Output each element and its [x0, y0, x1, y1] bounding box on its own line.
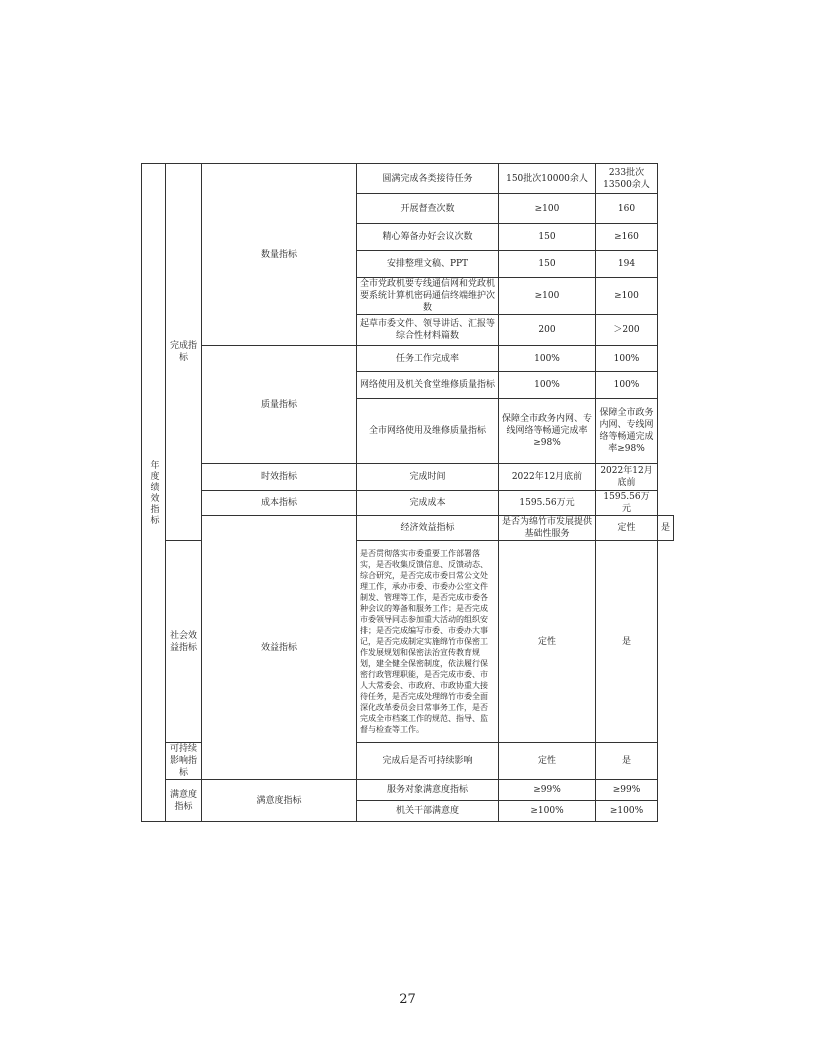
indicator-cell: 是否贯彻落实市委重要工作部署落实，是否收集反馈信息、反馈动态、综合研究，是否完成市委日常公文处理工作，承办市委、市委办公室文件制发、管理等工作，是否完成市委各种会议的筹备和服务工作；是否完成市委领导同志参加重大活动的组织安排；是否完成编写市委、市委办大事记，是否完成制定实施绵竹市保密工作发展规划和保密法治宣传教育规划，建全健全保密制度，依法履行保密行政管理职能，是否完成市委、市人大常委会、市政府、市政协重大接待任务，是否完成处理绵竹市委全面深化改革委员会日常事务工作，是否完成全市档案工作的规范、指导、监督与检查等工作。: [357, 541, 499, 743]
indicator-cell: 任务工作完成率: [357, 346, 499, 372]
quantity-label: 数量指标: [202, 164, 357, 346]
actual-cell: ≥100%: [596, 801, 658, 822]
target-cell: 150: [499, 224, 596, 251]
actual-cell: ≥160: [596, 224, 658, 251]
indicator-cell: 完成后是否可持续影响: [357, 743, 499, 780]
indicator-cell: 全市党政机要专线通信网和党政机要系统计算机密码通信终端维护次数: [357, 278, 499, 315]
indicator-cell: 全市网络使用及维修质量指标: [357, 399, 499, 464]
indicator-cell: 开展督查次数: [357, 194, 499, 224]
target-cell: ≥100%: [499, 801, 596, 822]
target-cell: 100%: [499, 372, 596, 399]
actual-cell: 233批次13500余人: [596, 164, 658, 194]
actual-cell: 保障全市政务内网、专线网络等畅通完成率≥98%: [596, 399, 658, 464]
target-cell: 保障全市政务内网、专线网络等畅通完成率≥98%: [499, 399, 596, 464]
level2-benefit-cell: 效益指标: [202, 516, 357, 780]
indicator-cell: 安排整理文稿、PPT: [357, 251, 499, 278]
target-cell: 2022年12月底前: [499, 464, 596, 491]
actual-cell: ≥100: [596, 278, 658, 315]
indicator-cell: 网络使用及机关食堂维修质量指标: [357, 372, 499, 399]
level2-completion-cell: 完成指标: [166, 164, 202, 541]
target-cell: ≥100: [499, 194, 596, 224]
actual-cell: 是: [596, 743, 658, 780]
actual-cell: 2022年12月底前: [596, 464, 658, 491]
table-row: [142, 780, 674, 801]
table-row: [142, 516, 674, 541]
actual-cell: 是: [658, 516, 674, 541]
quality-label: 质量指标: [202, 346, 357, 464]
sustainable-label: 可持续影响指标: [166, 743, 202, 780]
indicator-cell: 服务对象满意度指标: [357, 780, 499, 801]
target-cell: 150批次10000余人: [499, 164, 596, 194]
indicator-cell: 完成时间: [357, 464, 499, 491]
indicator-cell: 精心筹备办好会议次数: [357, 224, 499, 251]
performance-indicator-table: [141, 163, 674, 822]
economic-label: 经济效益指标: [357, 516, 499, 541]
target-cell: 150: [499, 251, 596, 278]
actual-cell: ≥99%: [596, 780, 658, 801]
table-row: [142, 346, 674, 372]
actual-cell: 1595.56万元: [596, 491, 658, 516]
target-cell: 定性: [499, 541, 596, 743]
target-cell: ≥99%: [499, 780, 596, 801]
page-number: 27: [399, 992, 416, 1007]
indicator-cell: 完成成本: [357, 491, 499, 516]
timeliness-label: 时效指标: [202, 464, 357, 491]
table-row: [142, 464, 674, 491]
actual-cell: ＞200: [596, 315, 658, 346]
level1-label: 年度绩效指标: [148, 459, 159, 526]
target-cell: ≥100: [499, 278, 596, 315]
target-cell: 定性: [596, 516, 658, 541]
satisfaction-sub-label: 满意度指标: [202, 780, 357, 822]
actual-cell: 160: [596, 194, 658, 224]
actual-cell: 194: [596, 251, 658, 278]
target-cell: 1595.56万元: [499, 491, 596, 516]
level2-satisfaction-cell: 满意度指标: [166, 780, 202, 822]
actual-cell: 是: [596, 541, 658, 743]
indicator-cell: 是否为绵竹市发展提供基础性服务: [499, 516, 596, 541]
actual-cell: 100%: [596, 346, 658, 372]
target-cell: 定性: [499, 743, 596, 780]
target-cell: 100%: [499, 346, 596, 372]
cost-label: 成本指标: [202, 491, 357, 516]
indicator-cell: 起草市委文件、领导讲话、汇报等综合性材料篇数: [357, 315, 499, 346]
indicator-cell: 机关干部满意度: [357, 801, 499, 822]
target-cell: 200: [499, 315, 596, 346]
actual-cell: 100%: [596, 372, 658, 399]
table-row: [142, 491, 674, 516]
level1-cell: [142, 164, 166, 822]
table-row: [142, 164, 674, 194]
indicator-cell: 圆满完成各类接待任务: [357, 164, 499, 194]
social-label: 社会效益指标: [166, 541, 202, 743]
